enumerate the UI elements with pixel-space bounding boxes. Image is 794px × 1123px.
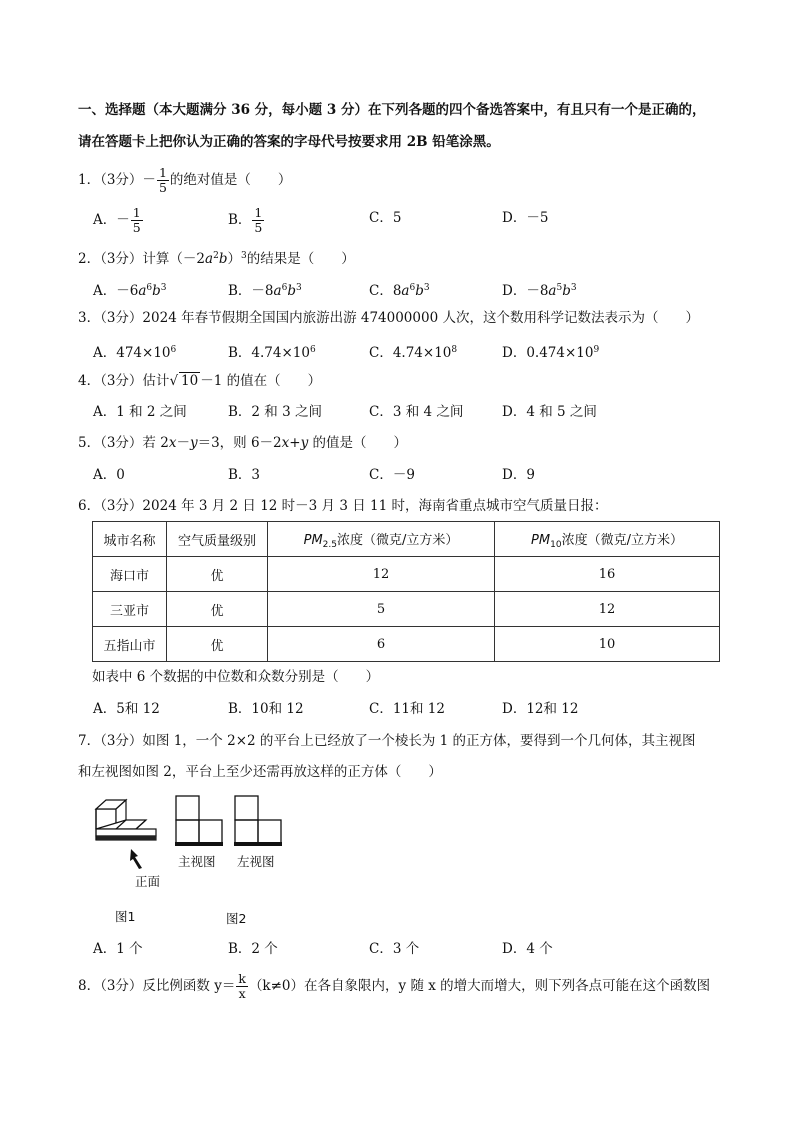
- question-6-prompt: 如表中 6 个数据的中位数和众数分别是（ ）: [92, 669, 380, 685]
- table-header: 城市名称: [93, 522, 167, 557]
- question-5-stem: 5．（3分）若 2x－y＝3，则 6－2x+y 的值是（ ）: [78, 435, 408, 451]
- q5-option-c: C．－9: [369, 467, 415, 483]
- table-header-row: [93, 522, 720, 557]
- q1-option-b: B． $\frac{1}{5}$: [228, 205, 263, 235]
- question-8-stem: 8．（3分）反比例函数 y＝ $\frac{k}{x}$ （k≠0）在各自象限内，y 随 x 的增大而增大，则下列各点可能在这个函数图: [78, 971, 711, 1001]
- q3-option-d: D．$0.474\times 10^9$: [502, 345, 600, 361]
- q4-option-c: C．3 和 4 之间: [369, 404, 464, 420]
- q2-option-a: A．$-6a^6b^3$: [93, 283, 167, 299]
- table-cell: 6: [268, 627, 495, 662]
- table-cell: 海口市: [93, 557, 167, 592]
- left-view-diagram: [234, 795, 284, 847]
- table-header: $PM_{2.5}$浓度（微克/立方米）: [268, 522, 495, 557]
- q5-option-b: B．3: [228, 467, 261, 483]
- q6-option-c: C．11和 12: [369, 701, 445, 717]
- main-view-label: 主视图: [178, 854, 216, 869]
- q7-option-b: B．2 个: [228, 941, 278, 957]
- table-cell: 5: [268, 592, 495, 627]
- q2-option-d: D．$-8a^5b^3$: [502, 283, 577, 299]
- q2-option-c: C．$8a^6b^3$: [369, 283, 430, 299]
- q7-option-a: A．1 个: [93, 941, 143, 957]
- arrow-icon: [128, 848, 150, 872]
- q1-option-c: C．5: [369, 210, 402, 226]
- q7-option-d: D．4 个: [502, 941, 553, 957]
- table-row: [93, 557, 720, 592]
- q4-option-a: A．1 和 2 之间: [93, 404, 187, 420]
- table-row: [93, 627, 720, 662]
- q3-option-b: B．$4.74\times 10^6$: [228, 345, 316, 361]
- q6-option-a: A．5和 12: [93, 701, 160, 717]
- q3-option-a: A．$474\times 10^6$: [93, 345, 177, 361]
- main-view-diagram: [175, 795, 225, 847]
- table-cell: 12: [268, 557, 495, 592]
- table-header: 空气质量级别: [167, 522, 268, 557]
- table-cell: 优: [167, 557, 268, 592]
- table-row: [93, 592, 720, 627]
- q5-option-d: D．9: [502, 467, 535, 483]
- q7-option-c: C．3 个: [369, 941, 420, 957]
- figure-2-caption: 图2: [226, 911, 247, 926]
- fraction: $\frac{1}{5}$: [158, 165, 167, 195]
- table-cell: 优: [167, 592, 268, 627]
- q6-option-d: D．12和 12: [502, 701, 579, 717]
- table-cell: 16: [495, 557, 720, 592]
- question-6-stem: 6．（3分）2024 年 3 月 2 日 12 时－3 月 3 日 11 时，海南省重点城市空气质量日报：: [78, 498, 608, 514]
- table-cell: 三亚市: [93, 592, 167, 627]
- q2-option-b: B．$-8a^6b^3$: [228, 283, 302, 299]
- section-heading-line1: 一、选择题（本大题满分 36 分，每小题 3 分）在下列各题的四个备选答案中，有且只有一个是正确的，: [78, 102, 706, 118]
- front-label: 正面: [135, 874, 161, 889]
- air-quality-table: [92, 521, 720, 662]
- question-1-stem: 1．（3分）－ $\frac{1}{5}$ 的绝对值是（ ）: [78, 165, 292, 195]
- q1-option-a: A．－ $\frac{1}{5}$: [93, 205, 141, 235]
- question-3-stem: 3．（3分）2024 年春节假期全国国内旅游出游 474000000 人次，这个数用科学记数法表示为（ ）: [78, 310, 699, 326]
- table-cell: 优: [167, 627, 268, 662]
- left-view-label: 左视图: [237, 854, 275, 869]
- question-7-stem-line2: 和左视图如图 2，平台上至少还需再放这样的正方体（ ）: [78, 764, 442, 780]
- sqrt-symbol: √ 10: [169, 373, 199, 389]
- figure-1-caption: 图1: [115, 909, 136, 924]
- table-cell: 五指山市: [93, 627, 167, 662]
- q6-option-b: B．10和 12: [228, 701, 304, 717]
- q3-option-c: C．$4.74\times 10^8$: [369, 345, 458, 361]
- q4-option-d: D．4 和 5 之间: [502, 404, 597, 420]
- table-cell: 10: [495, 627, 720, 662]
- q4-option-b: B．2 和 3 之间: [228, 404, 322, 420]
- question-2-stem: 2．（3分）计算$(-2a^2b)^3$的结果是（ ）: [78, 251, 355, 267]
- table-header: $PM_{10}$浓度（微克/立方米）: [495, 522, 720, 557]
- table-cell: 12: [495, 592, 720, 627]
- q5-option-a: A．0: [93, 467, 125, 483]
- q1-option-d: D．－5: [502, 210, 549, 226]
- section-heading-line2: 请在答题卡上把你认为正确的答案的字母代号按要求用 2B 铅笔涂黑。: [78, 134, 500, 150]
- question-4-stem: 4．（3分）估计√ 10 －1 的值在（ ）: [78, 373, 322, 389]
- question-7-stem-line1: 7．（3分）如图 1，一个 2×2 的平台上已经放了一个棱长为 1 的正方体，要得到一个几何体，其主视图: [78, 733, 696, 749]
